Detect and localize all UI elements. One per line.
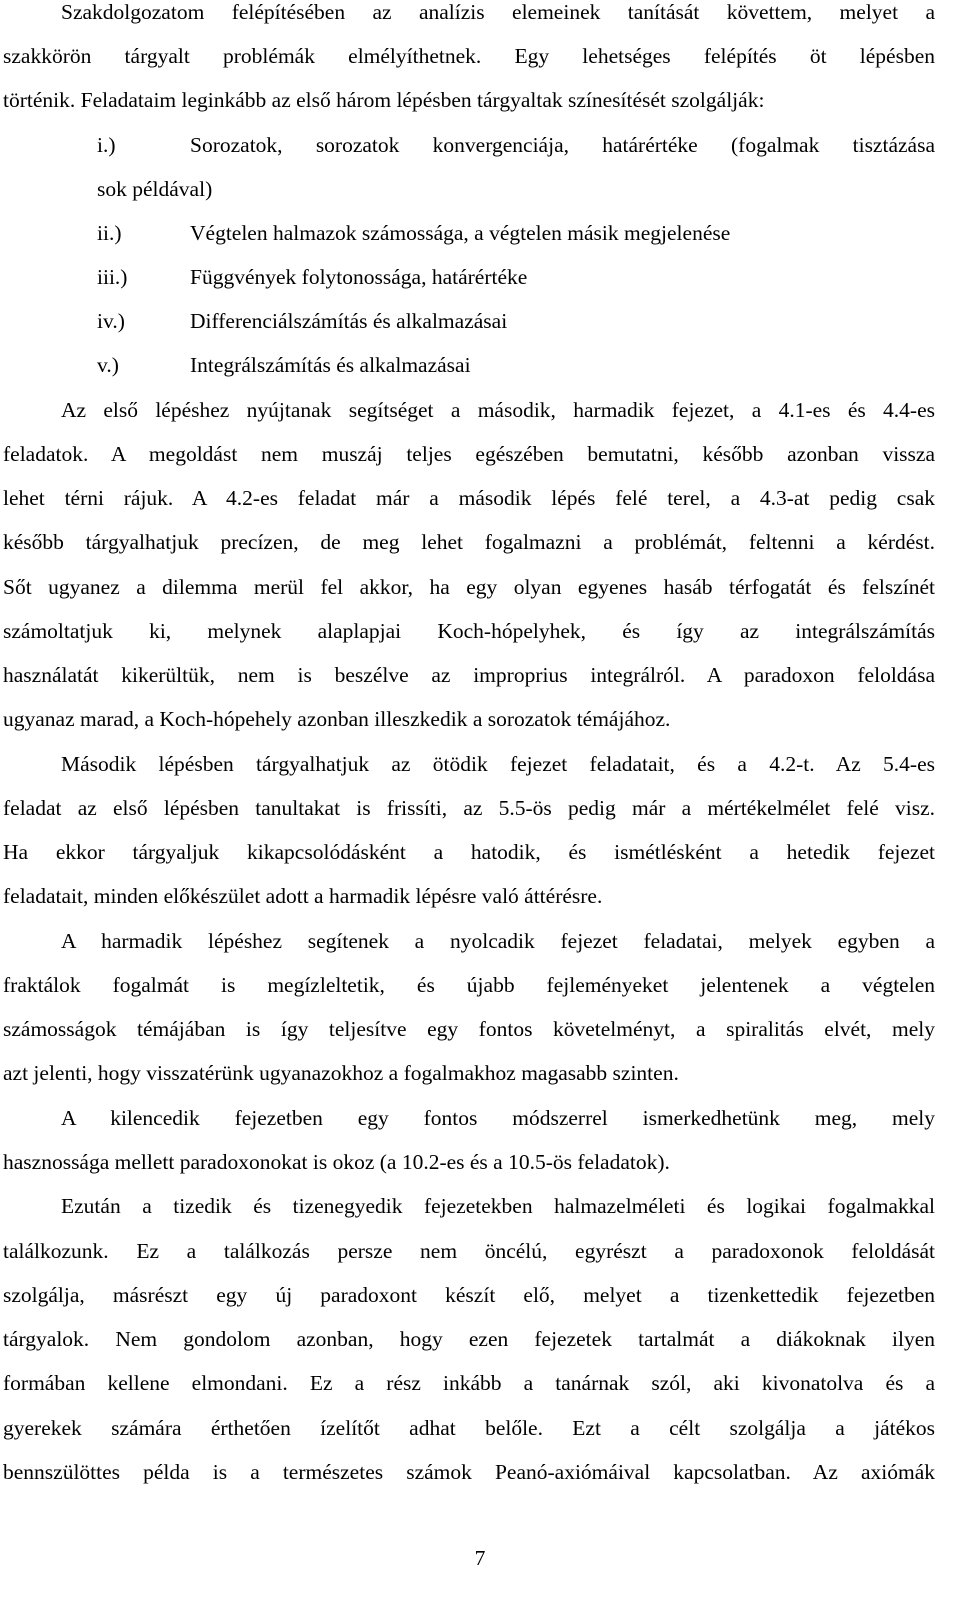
paragraph-1-line-2: szakkörön tárgyalt problémák elmélyíthetnek. Egy lehetséges felépítés öt lépésben: [3, 44, 935, 68]
page-number: 7: [474, 1546, 486, 1570]
step-text-continuation: sok példával): [97, 177, 213, 201]
paragraph-3-line-3: Ha ekkor tárgyaljuk kikapcsolódásként a hatodik, és ismétlésként a hetedik fejezet: [3, 840, 935, 864]
paragraph-1-line-3: történik. Feladataim leginkább az első három lépésben tárgyaltak színesítését szolgálják:: [3, 88, 765, 112]
paragraph-5-line-1: A kilencedik fejezetben egy fontos módszerrel ismerkedhetünk meg, mely: [61, 1106, 935, 1130]
paragraph-6-line-4: tárgyalok. Nem gondolom azonban, hogy ezen fejezetek tartalmát a diákoknak ilyen: [3, 1327, 935, 1351]
step-text: Függvények folytonossága, határértéke: [190, 265, 528, 289]
paragraph-6-line-1: Ezután a tizedik és tizenegyedik fejezetekben halmazelméleti és logikai fogalmakkal: [61, 1194, 935, 1218]
step-number: ii.): [97, 221, 122, 245]
step-number: iv.): [97, 309, 125, 333]
paragraph-2-line-1: Az első lépéshez nyújtanak segítséget a második, harmadik fejezet, a 4.1-es és 4.4-es: [61, 398, 935, 422]
step-text: Végtelen halmazok számossága, a végtelen másik megjelenése: [190, 221, 731, 245]
paragraph-6-line-5: formában kellene elmondani. Ez a rész inkább a tanárnak szól, aki kivonatolva és a: [3, 1371, 935, 1395]
paragraph-2-line-7: használatát kikerültük, nem is beszélve az improprius integrálról. A paradoxon feloldása: [3, 663, 935, 687]
paragraph-6-line-2: találkozunk. Ez a találkozás persze nem öncélú, egyrészt a paradoxonok feloldását: [3, 1239, 935, 1263]
step-number: iii.): [97, 265, 128, 289]
paragraph-2-line-5: Sőt ugyanez a dilemma merül fel akkor, ha egy olyan egyenes hasáb térfogatát és felszínét: [3, 575, 935, 599]
paragraph-2-line-8: ugyanaz marad, a Koch-hópehely azonban illeszkedik a sorozatok témájához.: [3, 707, 671, 731]
step-text: Integrálszámítás és alkalmazásai: [190, 353, 471, 377]
paragraph-6-line-7: bennszülöttes példa is a természetes számok Peanó-axiómáival kapcsolatban. Az axiómák: [3, 1460, 935, 1484]
step-number: v.): [97, 353, 119, 377]
paragraph-4-line-2: fraktálok fogalmát is megízleltetik, és újabb fejleményeket jelentenek a végtelen: [3, 973, 935, 997]
paragraph-5-line-2: hasznossága mellett paradoxonokat is okoz (a 10.2-es és a 10.5-ös feladatok).: [3, 1150, 670, 1174]
step-text: Sorozatok, sorozatok konvergenciája, határértéke (fogalmak tisztázása: [190, 133, 935, 157]
paragraph-3-line-4: feladatait, minden előkészület adott a harmadik lépésre való áttérésre.: [3, 884, 603, 908]
paragraph-2-line-6: számoltatjuk ki, melynek alaplapjai Koch-hópelyhek, és így az integrálszámítás: [3, 619, 935, 643]
paragraph-2-line-4: később tárgyalhatjuk precízen, de meg lehet fogalmazni a problémát, feltenni a kérdést.: [3, 530, 935, 554]
paragraph-2-line-2: feladatok. A megoldást nem muszáj teljes egészében bemutatni, később azonban vissza: [3, 442, 935, 466]
paragraph-1-line-1: Szakdolgozatom felépítésében az analízis elemeinek tanítását követtem, melyet a: [61, 0, 935, 24]
paragraph-4-line-4: azt jelenti, hogy visszatérünk ugyanazokhoz a fogalmakhoz magasabb szinten.: [3, 1061, 679, 1085]
paragraph-6-line-3: szolgálja, másrészt egy új paradoxont készít elő, melyet a tizenkettedik fejezetben: [3, 1283, 935, 1307]
paragraph-4-line-3: számosságok témájában is így teljesítve egy fontos követelményt, a spiralitás elvét, mely: [3, 1017, 935, 1041]
paragraph-4-line-1: A harmadik lépéshez segítenek a nyolcadik fejezet feladatai, melyek egyben a: [61, 929, 935, 953]
step-number: i.): [97, 133, 116, 157]
paragraph-3-line-1: Második lépésben tárgyalhatjuk az ötödik fejezet feladatait, és a 4.2-t. Az 5.4-es: [61, 752, 935, 776]
paragraph-6-line-6: gyerekek számára érthetően ízelítőt adhat belőle. Ezt a célt szolgálja a játékos: [3, 1416, 935, 1440]
step-text: Differenciálszámítás és alkalmazásai: [190, 309, 508, 333]
paragraph-3-line-2: feladat az első lépésben tanultakat is frissíti, az 5.5-ös pedig már a mértékelmélet felé visz.: [3, 796, 935, 820]
paragraph-2-line-3: lehet térni rájuk. A 4.2-es feladat már a második lépés felé terel, a 4.3-at pedig csak: [3, 486, 935, 510]
